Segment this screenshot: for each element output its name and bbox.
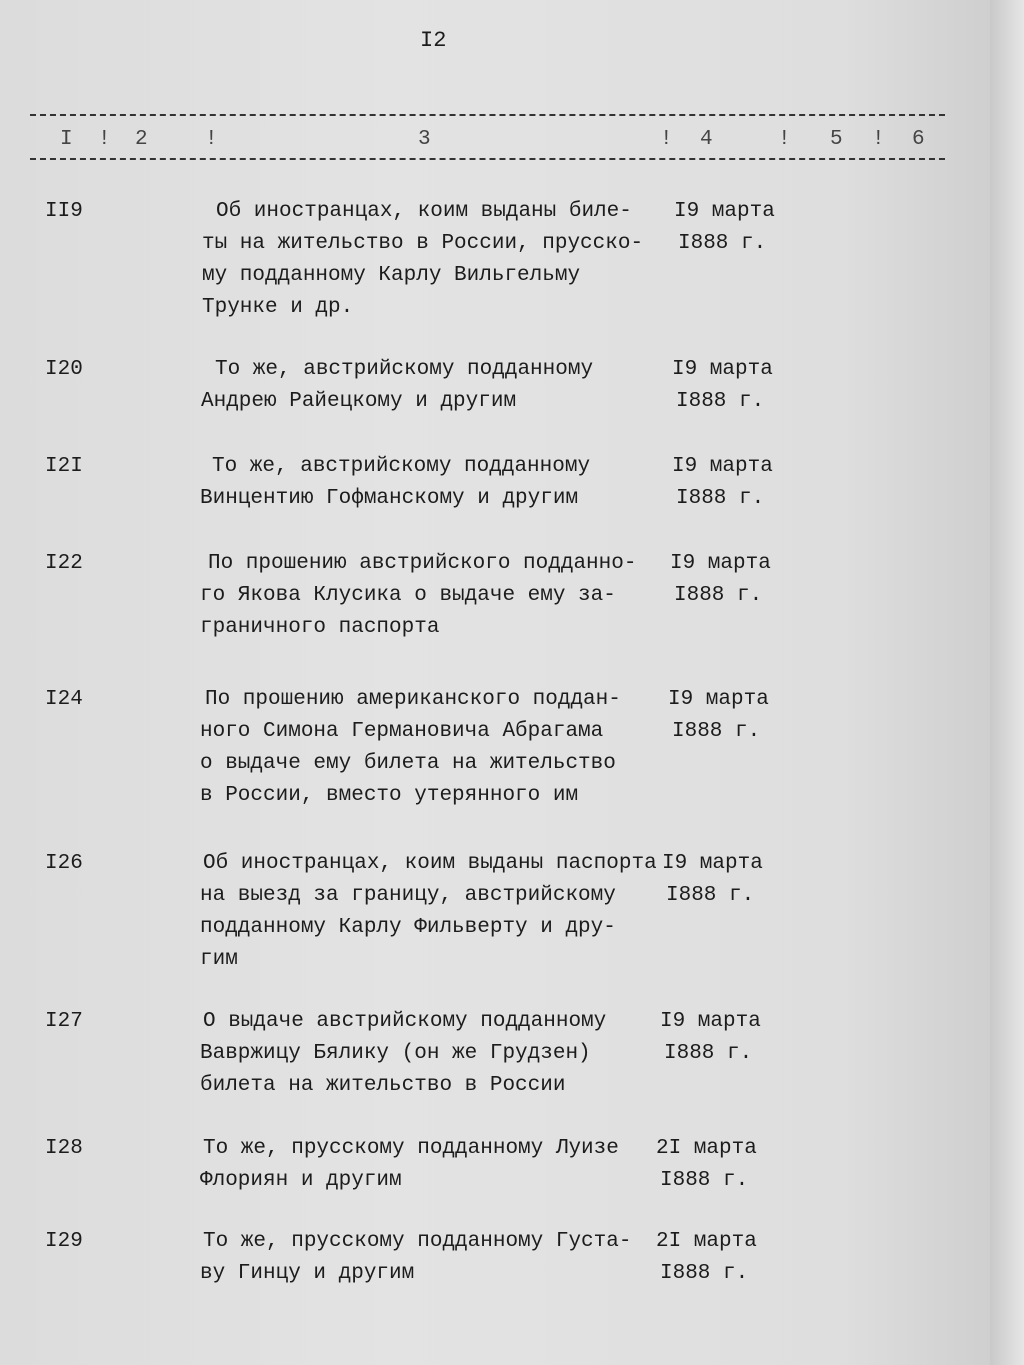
row-description — [200, 684, 621, 812]
date-line: I888 г. — [660, 1169, 749, 1192]
date-line: I888 г. — [660, 1262, 749, 1285]
date-line: I9 марта — [660, 1010, 761, 1033]
description-line: По прошению австрийского подданно- — [208, 552, 637, 575]
description-line: ного Симона Германовича Абрагама — [200, 720, 604, 743]
row-description — [201, 354, 594, 418]
row-description — [200, 1006, 607, 1102]
column-separator: ! — [660, 128, 673, 151]
column-separator: ! — [205, 128, 218, 151]
description-line: подданному Карлу Фильверту и дру- — [200, 916, 616, 939]
description-line: ты на жительство в России, прусско- — [202, 232, 644, 255]
date-line: I9 марта — [668, 688, 769, 711]
date-line: I9 марта — [662, 852, 763, 875]
description-line: ву Гинцу и другим — [200, 1262, 415, 1285]
description-line: Винцентию Гофманскому и другим — [200, 487, 579, 510]
row-description — [200, 1133, 619, 1197]
row-number: I2I — [45, 455, 83, 478]
column-header-1: I — [60, 128, 73, 151]
row-date — [674, 196, 775, 260]
column-header-6: 6 — [912, 128, 925, 151]
description-line: о выдаче ему билета на жительство — [200, 752, 616, 775]
date-line: I9 марта — [674, 200, 775, 223]
column-separator: ! — [778, 128, 791, 151]
page-edge — [990, 0, 1024, 1365]
row-date — [656, 1133, 757, 1197]
date-line: I888 г. — [674, 584, 763, 607]
description-line: го Якова Клусика о выдаче ему за- — [200, 584, 616, 607]
description-line: Вавржицу Бялику (он же Грудзен) — [200, 1042, 591, 1065]
date-line: I888 г. — [672, 720, 761, 743]
header-rule-bottom — [30, 158, 945, 160]
row-number: I24 — [45, 688, 83, 711]
date-line: I888 г. — [666, 884, 755, 907]
description-line: Об иностранцах, коим выданы биле- — [216, 200, 632, 223]
description-line: гим — [200, 948, 238, 971]
column-header-2: 2 — [135, 128, 148, 151]
description-line: граничного паспорта — [200, 616, 440, 639]
column-separator: ! — [872, 128, 885, 151]
row-number: I26 — [45, 852, 83, 875]
date-line: I888 г. — [676, 487, 765, 510]
date-line: I888 г. — [678, 232, 767, 255]
column-separator: ! — [98, 128, 111, 151]
description-line: О выдаче австрийскому подданному — [203, 1010, 607, 1033]
date-line: I9 марта — [672, 358, 773, 381]
row-number: I22 — [45, 552, 83, 575]
row-number: I28 — [45, 1137, 83, 1160]
description-line: му подданному Карлу Вильгельму — [202, 264, 581, 287]
date-line: I888 г. — [664, 1042, 753, 1065]
description-line: Об иностранцах, коим выданы паспорта — [203, 852, 657, 875]
row-date — [660, 1006, 761, 1070]
row-description — [200, 1226, 632, 1290]
page-number: I2 — [420, 28, 447, 53]
description-line: в России, вместо утерянного им — [200, 784, 579, 807]
description-line: билета на жительство в России — [200, 1074, 566, 1097]
date-line: I9 марта — [672, 455, 773, 478]
row-date — [668, 684, 769, 748]
row-date — [672, 451, 773, 515]
description-line: По прошению американского поддан- — [205, 688, 621, 711]
description-line: То же, прусскому подданному Луизе — [203, 1137, 619, 1160]
date-line: I9 марта — [670, 552, 771, 575]
description-line: на выезд за границу, австрийскому — [200, 884, 616, 907]
header-rule-top — [30, 114, 945, 116]
row-number: I27 — [45, 1010, 83, 1033]
description-line: Флориян и другим — [200, 1169, 402, 1192]
row-description — [200, 451, 591, 515]
date-line: 2I марта — [656, 1137, 757, 1160]
description-line: То же, австрийскому подданному — [215, 358, 594, 381]
row-number: II9 — [45, 200, 83, 223]
row-date — [670, 548, 771, 612]
row-description — [202, 196, 644, 324]
description-line: Андрею Райецкому и другим — [201, 390, 517, 413]
row-date — [672, 354, 773, 418]
row-description — [200, 848, 657, 976]
description-line: То же, прусскому подданному Густа- — [203, 1230, 632, 1253]
row-description — [200, 548, 637, 644]
column-header-4: 4 — [700, 128, 713, 151]
date-line: I888 г. — [676, 390, 765, 413]
column-header-3: 3 — [418, 128, 431, 151]
row-number: I29 — [45, 1230, 83, 1253]
column-header-5: 5 — [830, 128, 843, 151]
description-line: Трунке и др. — [202, 296, 354, 319]
row-number: I20 — [45, 358, 83, 381]
date-line: 2I марта — [656, 1230, 757, 1253]
row-date — [662, 848, 763, 912]
description-line: То же, австрийскому подданному — [212, 455, 591, 478]
row-date — [656, 1226, 757, 1290]
